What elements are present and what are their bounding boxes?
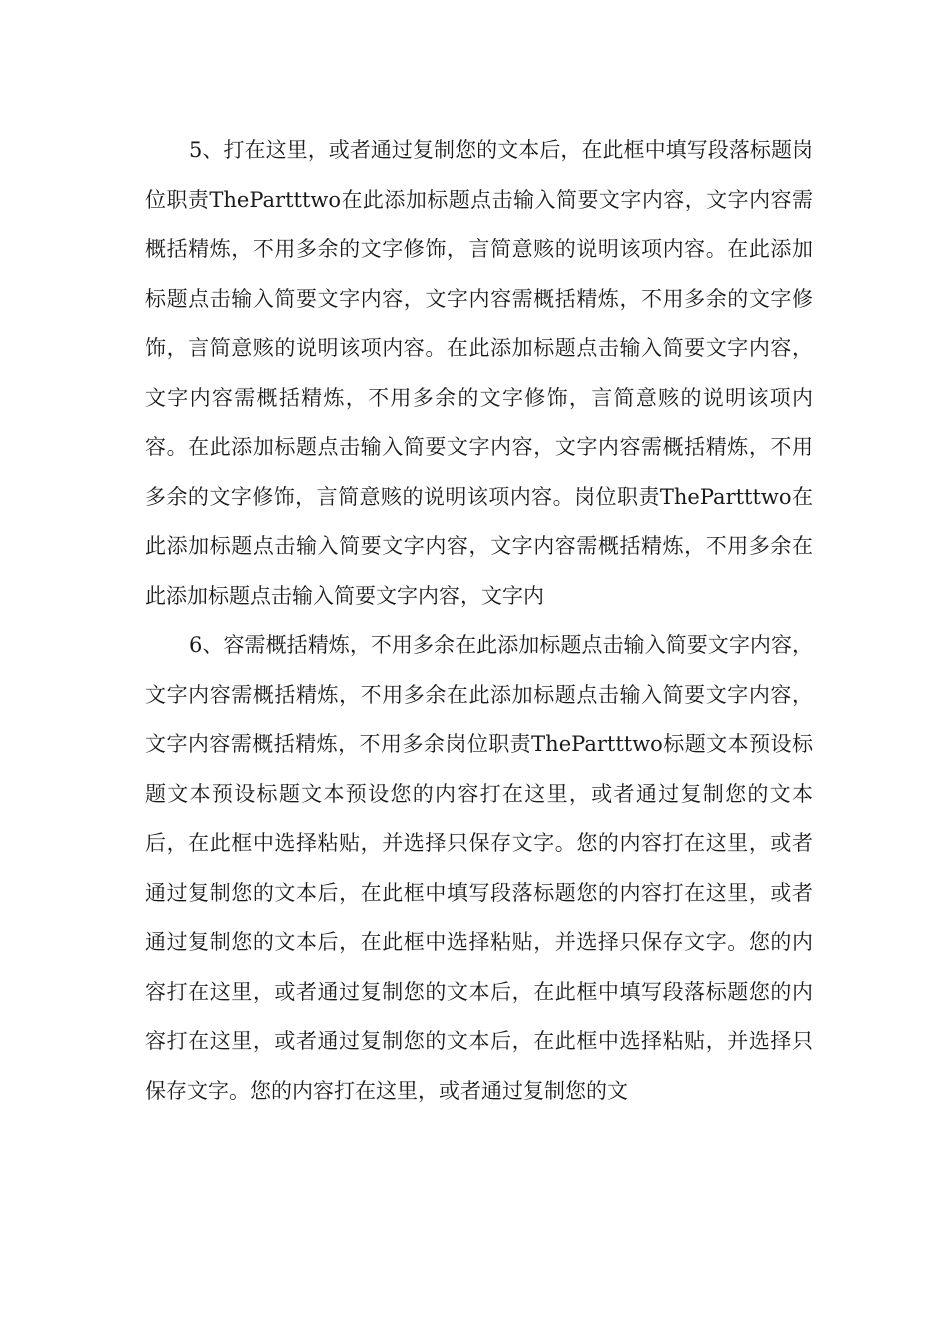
paragraph-6: 6、容需概括精炼，不用多余在此添加标题点击输入简要文字内容，文字内容需概括精炼，不用多余在此添加标题点击输入简要文字内容，文字内容需概括精炼，不用多余岗位职责ThePartttwo标题文本预设标题文本预设标题文本预设您的内容打在这里，或者通过复制您的文本后，在此框中选择粘贴，并选择只保存文字。您的内容打在这里，或者通过复制您的文本后，在此框中填写段落标题您的内容打在这里，或者通过复制您的文本后，在此框中选择粘贴，并选择只保存文字。您的内容打在这里，或者通过复制您的文本后，在此框中填写段落标题您的内容打在这里，或者通过复制您的文本后，在此框中选择粘贴，并选择只保存文字。您的内容打在这里，或者通过复制您的文 [145, 633, 813, 1103]
paragraph-5: 5、打在这里，或者通过复制您的文本后，在此框中填写段落标题岗位职责ThePartttwo在此添加标题点击输入简要文字内容，文字内容需概括精炼，不用多余的文字修饰，言简意赅的说明该项内容。在此添加标题点击输入简要文字内容，文字内容需概括精炼，不用多余的文字修饰，言简意赅的说明该项内容。在此添加标题点击输入简要文字内容，文字内容需概括精炼，不用多余的文字修饰，言简意赅的说明该项内容。在此添加标题点击输入简要文字内容，文字内容需概括精炼，不用多余的文字修饰，言简意赅的说明该项内容。岗位职责ThePartttwo在此添加标题点击输入简要文字内容，文字内容需概括精炼，不用多余在此添加标题点击输入简要文字内容，文字内 [145, 138, 813, 608]
document-body [145, 126, 813, 1116]
